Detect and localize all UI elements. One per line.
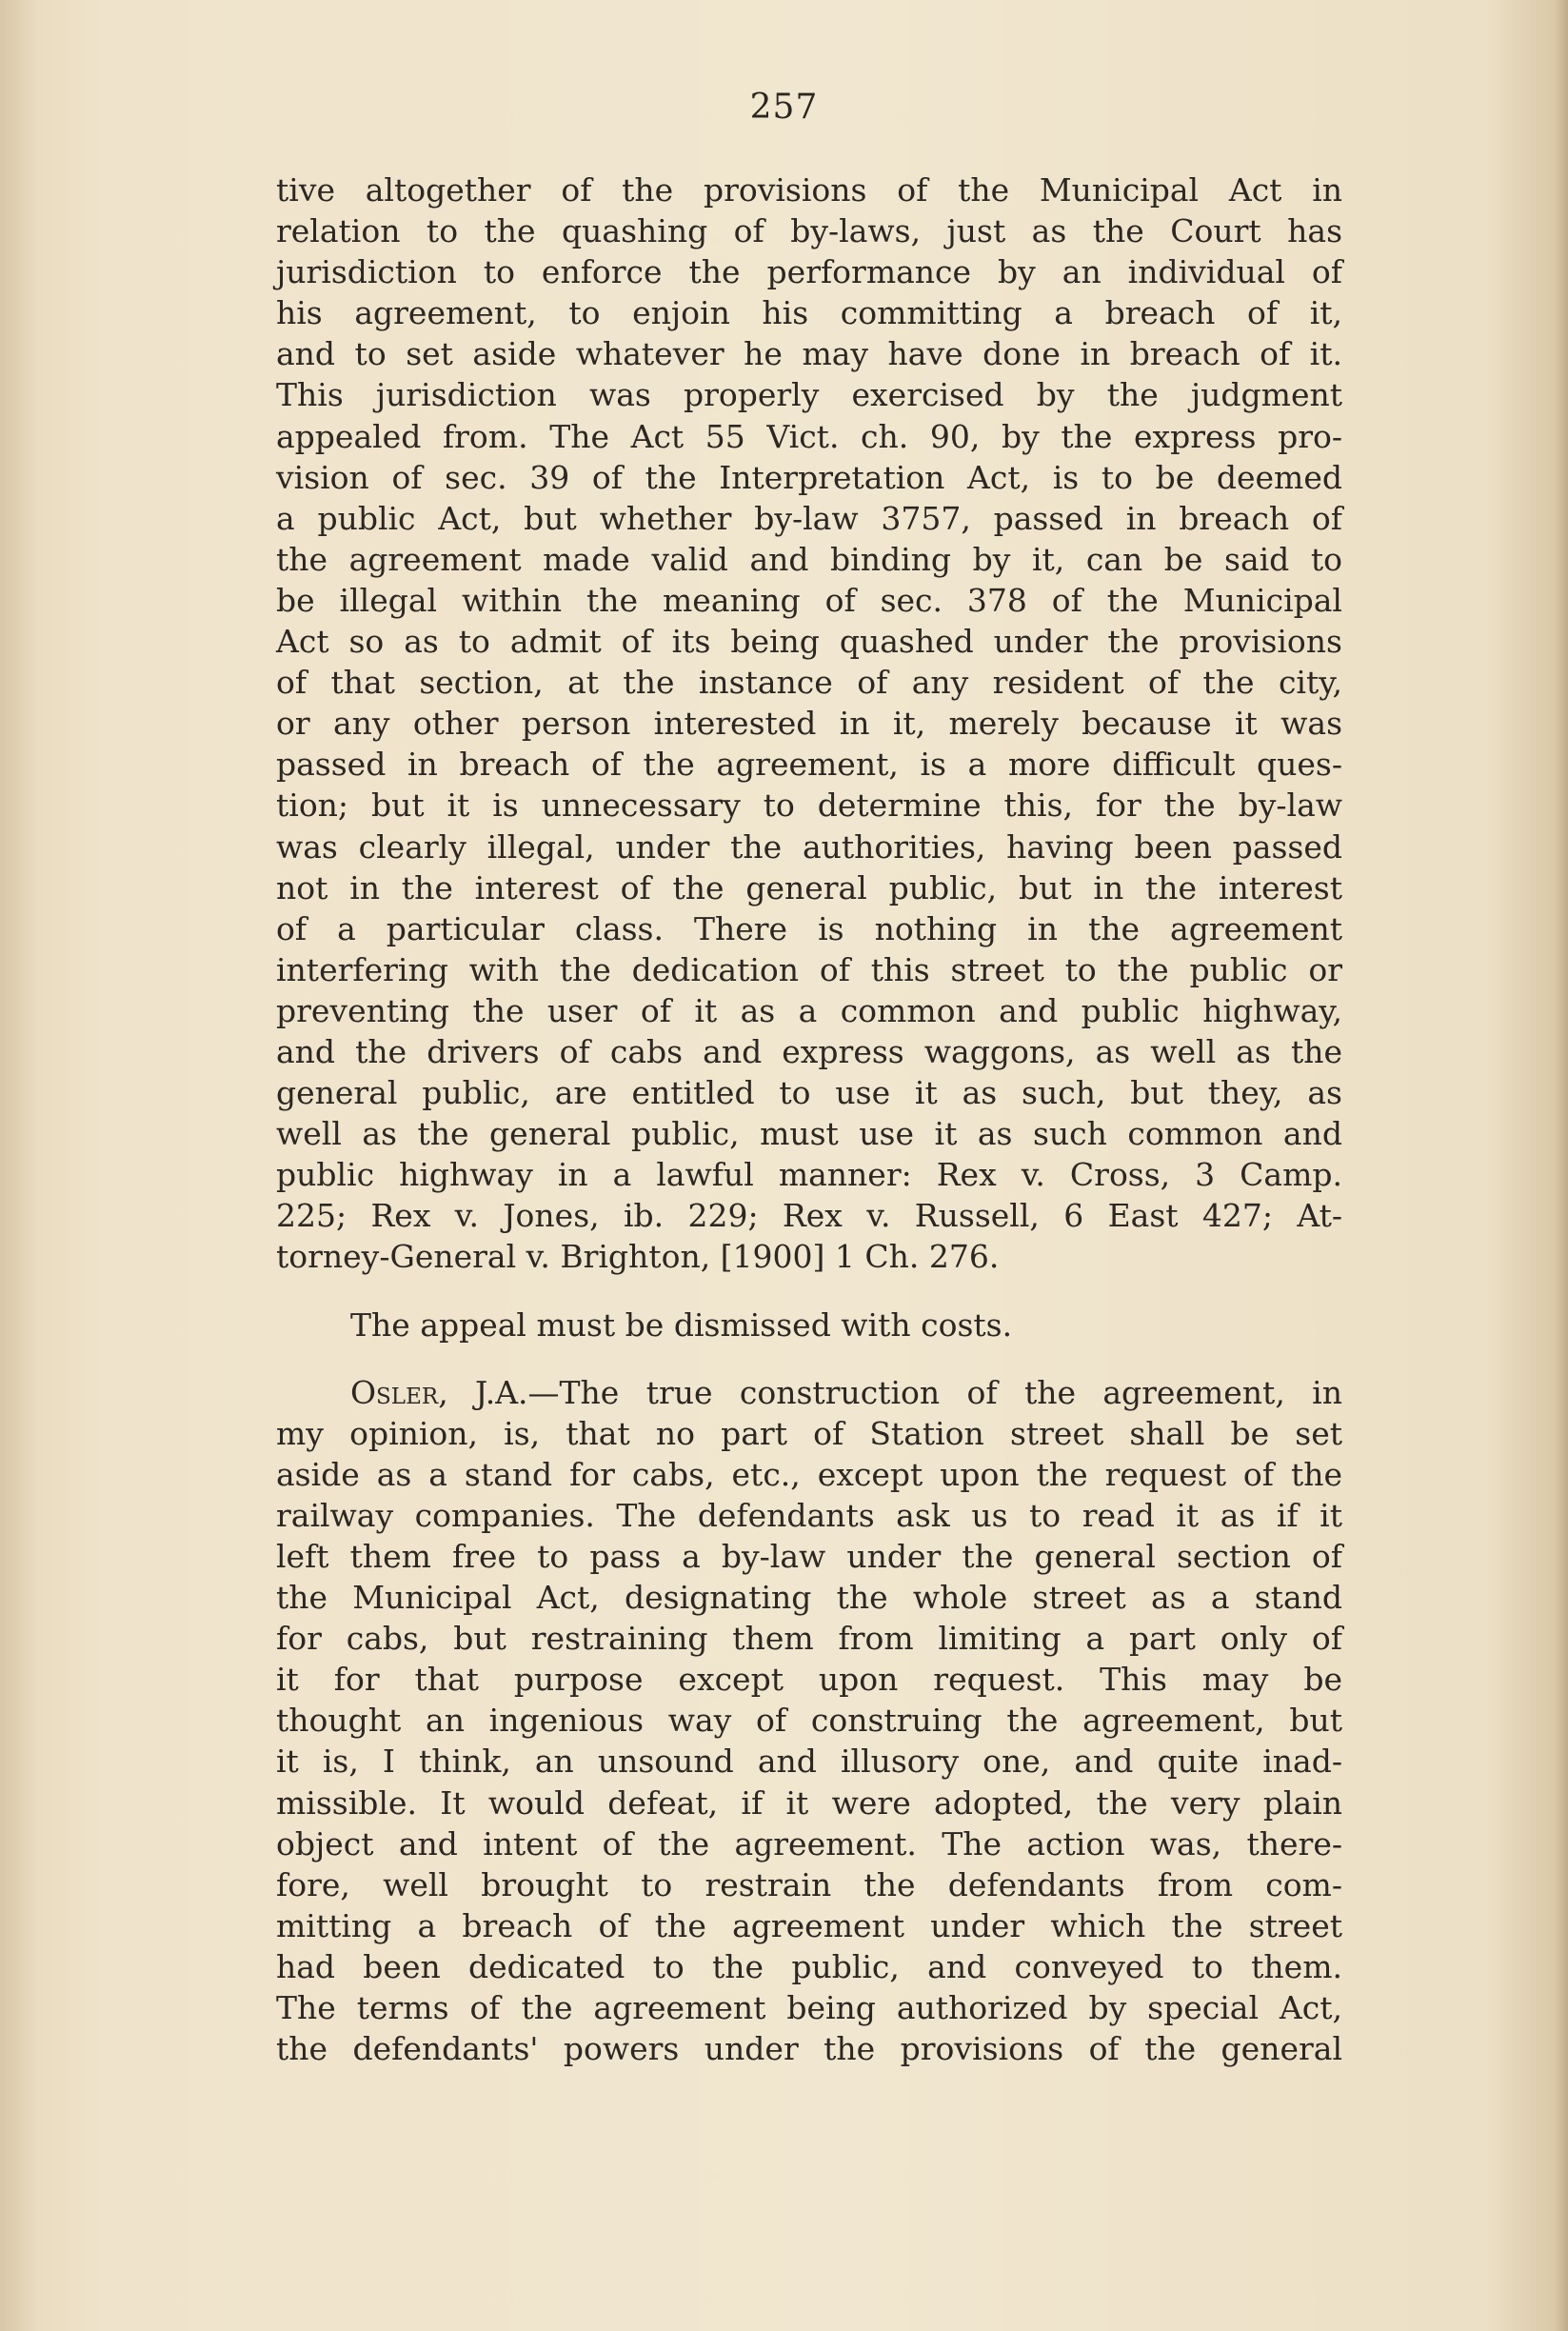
text-line: tion; but it is unnecessary to determine this, for the by-law [276,787,1342,825]
text-line: railway companies. The defendants ask us to read it as if it [276,1496,1342,1534]
text-line: or any other person interested in it, merely because it was [276,705,1342,743]
text-line: be illegal within the meaning of sec. 378 of the Municipal [276,581,1342,619]
text-line: vision of sec. 39 of the Interpretation Act, is to be deemed [276,458,1342,496]
paragraph-gap [276,1345,1342,1372]
text-line: passed in breach of the agreement, is a more difficult ques- [276,746,1342,784]
text-line: missible. It would defeat, if it were adopted, the very plain [276,1783,1342,1822]
text-line: and to set aside whatever he may have done in breach of it. [276,335,1342,373]
text-line: mitting a breach of the agreement under which the street [276,1906,1342,1944]
text-line: a public Act, but whether by-law 3757, passed in breach of [276,499,1342,537]
text-line: The terms of the agreement being authorized by special Act, [276,1989,1342,2027]
text-line: it for that purpose except upon request. This may be [276,1661,1342,1699]
text-line: the defendants' powers under the provisions of the general [276,2030,1342,2068]
text-line: relation to the quashing of by-laws, just as the Court has [276,212,1342,250]
text-line: Act so as to admit of its being quashed under the provisions [276,623,1342,661]
text-line: jurisdiction to enforce the performance by an individual of [276,253,1342,291]
text-line: left them free to pass a by-law under the general section of [276,1538,1342,1575]
text-line: had been dedicated to the public, and conveyed to them. [276,1947,1342,1985]
text-line: of that section, at the instance of any resident of the city, [276,664,1342,702]
text-line: public highway in a lawful manner: Rex v. Cross, 3 Camp. [276,1156,1342,1194]
text-line: well as the general public, must use it as such common and [276,1115,1342,1153]
text-line: The appeal must be dismissed with costs. [350,1305,1013,1344]
text-line: his agreement, to enjoin his committing a breach of it, [276,294,1342,332]
text-line: appealed from. The Act 55 Vict. ch. 90, by the express pro- [276,417,1342,455]
text-line: was clearly illegal, under the authorities, having been passed [276,827,1342,866]
text-line-rest: —The true construction of the agreement, in [527,1373,1342,1411]
text-line: interfering with the dedication of this street to the public or [276,950,1342,988]
text-line: fore, well brought to restrain the defendants from com- [276,1865,1342,1903]
text-line: general public, are entitled to use it as such, but they, as [276,1074,1342,1112]
text-line: the Municipal Act, designating the whole street as a stand [276,1579,1342,1617]
paragraph-gap [276,1278,1342,1305]
paragraph-2 [276,1305,1342,1345]
text-line: thought an ingenious way of construing the agreement, but [276,1702,1342,1740]
text-line: This jurisdiction was properly exercised by the judgment [276,376,1342,414]
text-line: the agreement made valid and binding by it, can be said to [276,540,1342,578]
text-line: tive altogether of the provisions of the Municipal Act in [276,171,1342,209]
text-line: object and intent of the agreement. The action was, there- [276,1824,1342,1863]
text-line: aside as a stand for cabs, etc., except upon the request of the [276,1455,1342,1493]
text-line: not in the interest of the general public, but in the interest [276,868,1342,906]
text-line: preventing the user of it as a common and public highway, [276,991,1342,1029]
page-edge-shadow [1555,0,1568,2331]
text-line-with-judge [276,1372,1342,1413]
text-line: of a particular class. There is nothing in the agreement [276,909,1342,947]
judge-name: Osler, J.A. [350,1373,528,1411]
paragraph-3 [276,1372,1342,2070]
text-line: my opinion, is, that no part of Station street shall be set [276,1414,1342,1452]
text-line: and the drivers of cabs and express waggons, as well as the [276,1032,1342,1070]
text-line: it is, I think, an unsound and illusory one, and quite inad- [276,1743,1342,1781]
text-line: for cabs, but restraining them from limiting a part only of [276,1620,1342,1658]
text-line: torney-General v. Brighton, [1900] 1 Ch. 276. [276,1238,1000,1276]
page-number: 257 [749,88,819,127]
text-line: 225; Rex v. Jones, ib. 229; Rex v. Russell, 6 East 427; At- [276,1197,1342,1235]
body-text [276,169,1342,2069]
paragraph-1 [276,169,1342,1278]
